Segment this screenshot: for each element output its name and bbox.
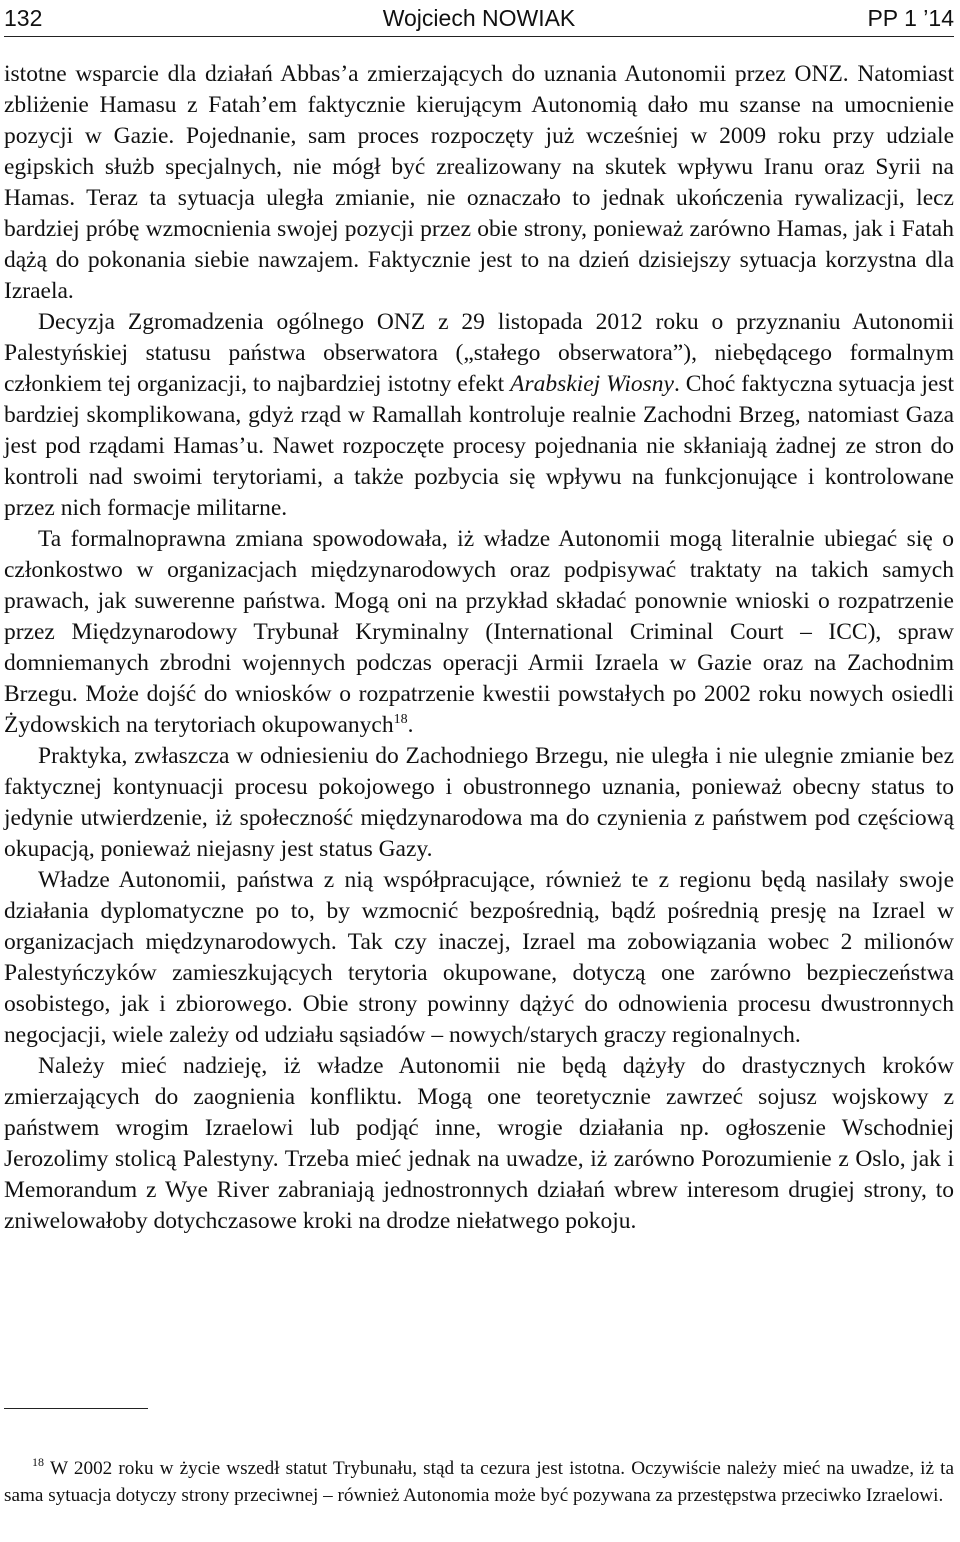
paragraph-2 xyxy=(4,307,954,524)
page-number: 132 xyxy=(4,5,43,31)
footnote-18 xyxy=(4,1455,954,1509)
running-author: Wojciech NOWIAK xyxy=(382,5,576,31)
journal-issue: PP 1 ’14 xyxy=(867,5,954,31)
paragraph-1: istotne wsparcie dla działań Abbas’a zmierzających do uznania Autonomii przez ONZ. Natomiast zbliżenie Hamasu z Fatah’em faktycznie kierującym Autonomią dało mu szanse na umocnienie pozycji w Gazie. Pojednanie, sam proces rozpoczęty już wcześniej w 2009 roku przy udziale egipskich służb specjalnych, nie mógł być zrealizowany na skutek wpływu Iranu oraz Syrii na Hamas. Teraz ta sytuacja uległa zmianie, nie oznaczało to jednak ukończenia rywalizacji, lecz bardziej próbę wzmocnienia swojej pozycji przez obie strony, ponieważ zarówno Hamas, jak i Fatah dążą do pokonania siebie nawzajem. Faktycznie jest to na dzień dzisiejszy sytuacja korzystna dla Izraela. xyxy=(4,61,954,304)
footnote-ref-18[interactable]: 18 xyxy=(393,712,408,727)
paragraph-3 xyxy=(4,524,954,741)
footnote-divider xyxy=(4,1408,148,1409)
paragraph-6: Należy mieć nadzieję, iż władze Autonomii nie będą dążyły do drastycznych kroków zmierzających do zaognienia konfliktu. Mogą one teoretycznie zawrzeć sojusz wojskowy z państwem wrogim Izraelowi lub podjąć inne, wrogie działania np. ogłoszenie Wschodniej Jerozolimy stolicą Palestyny. Trzeba mieć jednak na uwadze, iż zarówno Porozumienie z Oslo, jak i Memorandum z Wye River zabraniają jednostronnych działań wbrew interesom drugiej strony, to zniwelowałoby dotychczasowe kroki na drodze niełatwego pokoju. xyxy=(4,1053,954,1234)
footnote-text: W 2002 roku w życie wszedł statut Trybunału, stąd ta cezura jest istotna. Oczywiście należy mieć na uwadze, iż ta sama sytuacja dotyczy strony przeciwnej – również Autonomia może być pozywana za przestępstwa przeciwko Izraelowi. xyxy=(4,1458,954,1506)
paragraph-2-before: Decyzja Zgromadzenia ogólnego ONZ z 29 listopada 2012 roku o przyznaniu Autonomii Palestyńskiej statusu państwa obserwatora („stałego obserwatora”), niebędącego formalnym członkiem tej organizacji, to najbardziej istotny efekt xyxy=(4,309,954,397)
paragraph-3-after: . xyxy=(407,712,414,738)
running-header xyxy=(4,0,954,37)
paragraph-3-text: Ta formalnoprawna zmiana spowodowała, iż władze Autonomii mogą literalnie ubiegać się o członkostwo w organizacjach międzynarodowych oraz podpisywać traktaty na takich samych prawach, jak suwerenne państwa. Mogą oni na przykład składać ponownie wnioski o rozpatrzenie przez Międzynarodowy Trybunał Kryminalny (International Criminal Court – ICC), spraw domniemanych zbrodni wojennych podczas operacji Armii Izraela w Gazie oraz na Zachodnim Brzegu. Może dojść do wniosków o rozpatrzenie kwestii powstałych po 2002 roku nowych osiedli Żydowskich na terytoriach okupowanych xyxy=(4,526,954,738)
paragraph-2-after: . Choć faktyczna sytuacja jest bardziej skomplikowana, gdyż rząd w Ramallah kontroluje realnie Zachodni Brzeg, natomiast Gaza jest pod rządami Hamas’u. Nawet rozpoczęte procesy pojednania nie skłaniają żadnej ze stron do kontroli nad swoimi terytoriami, a także pozbycia się wpływu na funkcjonujące i kontrolowane przez nich formacje militarne. xyxy=(4,371,954,521)
paragraph-5: Władze Autonomii, państwa z nią współpracujące, również te z regionu będą nasilały swoje działania dyplomatyczne po to, by wzmocnić bezpośrednią, bądź pośrednią presję na Izrael w organizacjach międzynarodowych. Tak czy inaczej, Izrael ma zobowiązania wobec 2 milionów Palestyńczyków zamieszkujących terytoria okupowane, dotyczą one zarówno bezpieczeństwa osobistego, jak i zbiorowego. Obie strony powinny dążyć do odnowienia procesu dwustronnych negocjacji, wiele zależy od udziału sąsiadów – nowych/starych graczy regionalnych. xyxy=(4,867,954,1048)
article-body xyxy=(4,59,954,1237)
footnote-number: 18 xyxy=(32,1455,44,1469)
paragraph-4: Praktyka, zwłaszcza w odniesieniu do Zachodniego Brzegu, nie uległa i nie ulegnie zmianie bez faktycznej kontynuacji procesu pokojowego i obustronnego uznania, ponieważ obecny status to jedynie utwierdzenie, iż społeczność międzynarodowa ma do czynienia z państwem pod częściową okupacją, ponieważ niejasny jest status Gazy. xyxy=(4,743,954,862)
paragraph-2-emphasis: Arabskiej Wiosny xyxy=(510,371,674,397)
